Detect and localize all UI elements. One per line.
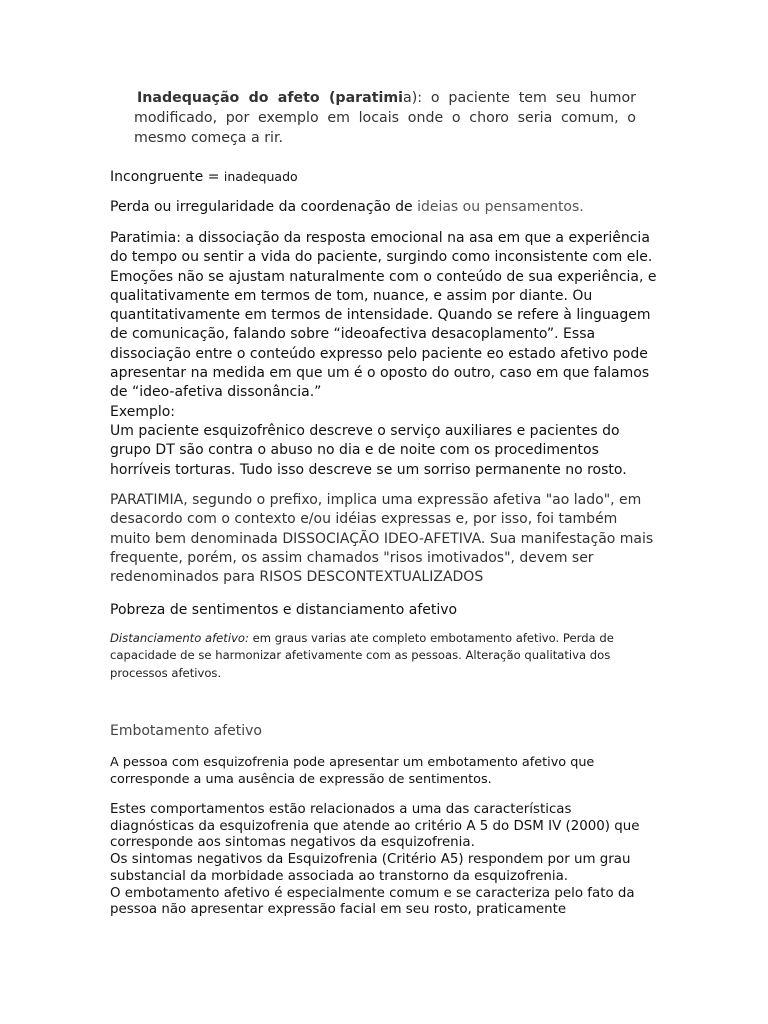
final-line-2: Os sintomas negativos da Esquizofrenia (Critério A5) respondem por um grau substancial da morbidade associada ao transtorno da esquizofrenia. bbox=[110, 852, 631, 884]
intro-paragraph bbox=[134, 88, 636, 148]
distanciamento-paragraph bbox=[110, 630, 640, 682]
intro-text: : o paciente tem seu humor modificado, por exemplo em locais onde o choro seria comum, o mesmo começa a rir. bbox=[134, 90, 636, 146]
final-line-1: Estes comportamentos estão relacionados a uma das características diagnósticas da esquizofrenia que atende ao critério A 5 do DSM IV (2000) que corresponde aos sintomas negativos da esquizofrenia. bbox=[110, 802, 640, 851]
incongruente-value: inadequado bbox=[223, 169, 298, 184]
distanciamento-text: em graus varias ate completo embotamento afetivo. Perda de capacidade de se harmonizar afetivamente com as pessoas. Alteração qualitativa dos processos afetivos. bbox=[110, 631, 614, 680]
paratimia-paragraph: Paratimia: a dissociação da resposta emocional na asa em que a experiência do tempo ou sentir a vida do paciente, surgindo como inconsistente com ele. Emoções não se ajustam naturalmente com o conteúdo de sua experiência, e qualitativamente em termos de tom, nuance, e assim por diante. Ou quantitativamente em termos de intensidade. Quando se refere à linguagem de comunicação, falando sobre “ideoafectiva desacoplamento”. Essa dissociação entre o conteúdo expresso pelo paciente eo estado afetivo pode apresentar na medida em que um é o oposto do outro, caso em que falamos de “ideo-afetiva dissonância.” bbox=[110, 230, 657, 401]
perda-line bbox=[110, 198, 584, 216]
exemplo-label: Exemplo: bbox=[110, 403, 176, 420]
distanciamento-term: Distanciamento afetivo: bbox=[110, 631, 249, 645]
exemplo-text: Um paciente esquizofrênico descreve o serviço auxiliares e pacientes do grupo DT são contra o abuso no dia e de noite com os procedimentos horríveis torturas. Tudo isso descreve se um sorriso permanente no rosto. bbox=[110, 422, 627, 478]
embotamento-paragraph: A pessoa com esquizofrenia pode apresentar um embotamento afetivo que corresponde a uma ausência de expressão de sentimentos. bbox=[110, 755, 595, 787]
intro-term: Inadequação do afeto (paratimi bbox=[137, 90, 404, 106]
incongruente-line bbox=[110, 168, 298, 186]
pobreza-heading: Pobreza de sentimentos e distanciamento afetivo bbox=[110, 602, 458, 618]
perda-prefix: Perda ou irregularidade da coordenação de bbox=[110, 199, 418, 215]
paratimia-section bbox=[110, 229, 660, 480]
incongruente-label: Incongruente = bbox=[110, 169, 224, 185]
perda-highlight: ideias ou pensamentos. bbox=[417, 199, 584, 215]
final-section bbox=[110, 802, 655, 919]
paratimia-prefixo-paragraph: PARATIMIA, segundo o prefixo, implica uma expressão afetiva "ao lado", em desacordo com o contexto e/ou idéias expressas e, por isso, foi também muito bem denominada DISSOCIAÇÃO IDEO-AFETIVA. Sua manifestação mais frequente, porém, os assim chamados "risos imotivados", devem ser redenominados para RISOS DESCONTEXTUALIZADOS bbox=[110, 492, 654, 586]
embotamento-heading: Embotamento afetivo bbox=[110, 723, 262, 739]
final-line-3: O embotamento afetivo é especialmente comum e se caracteriza pelo fato da pessoa não apresentar expressão facial em seu rosto, praticamente bbox=[110, 885, 635, 918]
intro-term-tail: a) bbox=[403, 90, 418, 106]
